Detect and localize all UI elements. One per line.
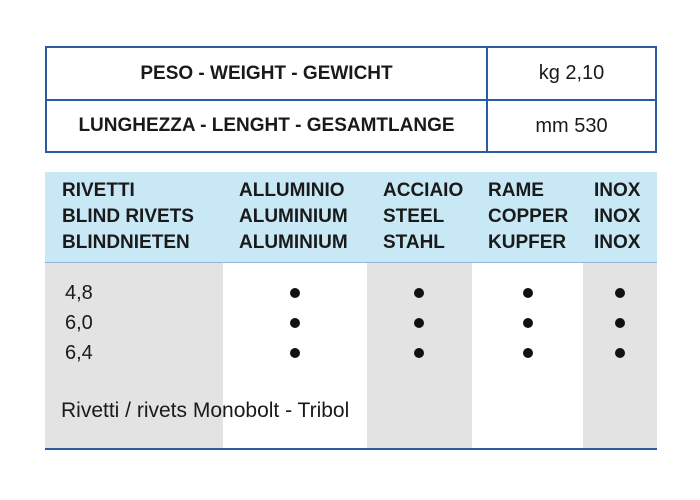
header-rivets-en: BLIND RIVETS xyxy=(62,206,194,227)
dot-inox-4-8 xyxy=(615,288,625,298)
header-inox-en: INOX xyxy=(594,206,641,227)
dot-inox-6-4 xyxy=(615,348,625,358)
header-rivets-de: BLINDNIETEN xyxy=(62,232,190,253)
header-aluminium xyxy=(239,178,348,256)
dot-steel-6-4 xyxy=(414,348,424,358)
header-aluminium-en: ALUMINIUM xyxy=(239,206,348,227)
header-rivets xyxy=(62,178,194,256)
weight-value: kg 2,10 xyxy=(538,62,605,84)
header-inox xyxy=(594,178,640,256)
size-6-4: 6,4 xyxy=(65,342,93,364)
dot-copper-4-8 xyxy=(523,288,533,298)
header-steel xyxy=(383,178,463,256)
header-steel-de: STAHL xyxy=(383,232,445,253)
size-6-0: 6,0 xyxy=(65,312,93,334)
header-aluminium-de: ALUMINIUM xyxy=(239,232,348,253)
weight-label: PESO - WEIGHT - GEWICHT xyxy=(47,48,488,99)
dot-inox-6-0 xyxy=(615,318,625,328)
header-inox-it: INOX xyxy=(594,180,641,201)
table-bottom-rule xyxy=(45,448,657,450)
header-copper-en: COPPER xyxy=(488,206,569,227)
rivet-type-note: Rivetti / rivets Monobolt - Tribol xyxy=(61,399,350,422)
header-copper-it: RAME xyxy=(488,180,544,201)
dot-steel-4-8 xyxy=(414,288,424,298)
header-copper xyxy=(488,178,568,256)
spec-table xyxy=(45,46,657,153)
length-row xyxy=(47,101,655,151)
material-table-body xyxy=(45,263,657,448)
header-steel-en: STEEL xyxy=(383,206,445,227)
size-4-8: 4,8 xyxy=(65,282,93,304)
dot-aluminium-6-0 xyxy=(290,318,300,328)
dot-copper-6-4 xyxy=(523,348,533,358)
length-label: LUNGHEZZA - LENGHT - GESAMTLANGE xyxy=(47,101,488,151)
material-table xyxy=(45,172,657,449)
dot-steel-6-0 xyxy=(414,318,424,328)
length-value: mm 530 xyxy=(535,114,608,137)
header-inox-de: INOX xyxy=(594,232,641,253)
header-aluminium-it: ALLUMINIO xyxy=(239,180,345,201)
weight-row xyxy=(47,48,655,101)
dot-aluminium-6-4 xyxy=(290,348,300,358)
header-rivets-it: RIVETTI xyxy=(62,180,135,201)
header-steel-it: ACCIAIO xyxy=(383,180,464,201)
dot-copper-6-0 xyxy=(523,318,533,328)
material-table-header xyxy=(45,172,657,263)
dot-aluminium-4-8 xyxy=(290,288,300,298)
header-copper-de: KUPFER xyxy=(488,232,567,253)
